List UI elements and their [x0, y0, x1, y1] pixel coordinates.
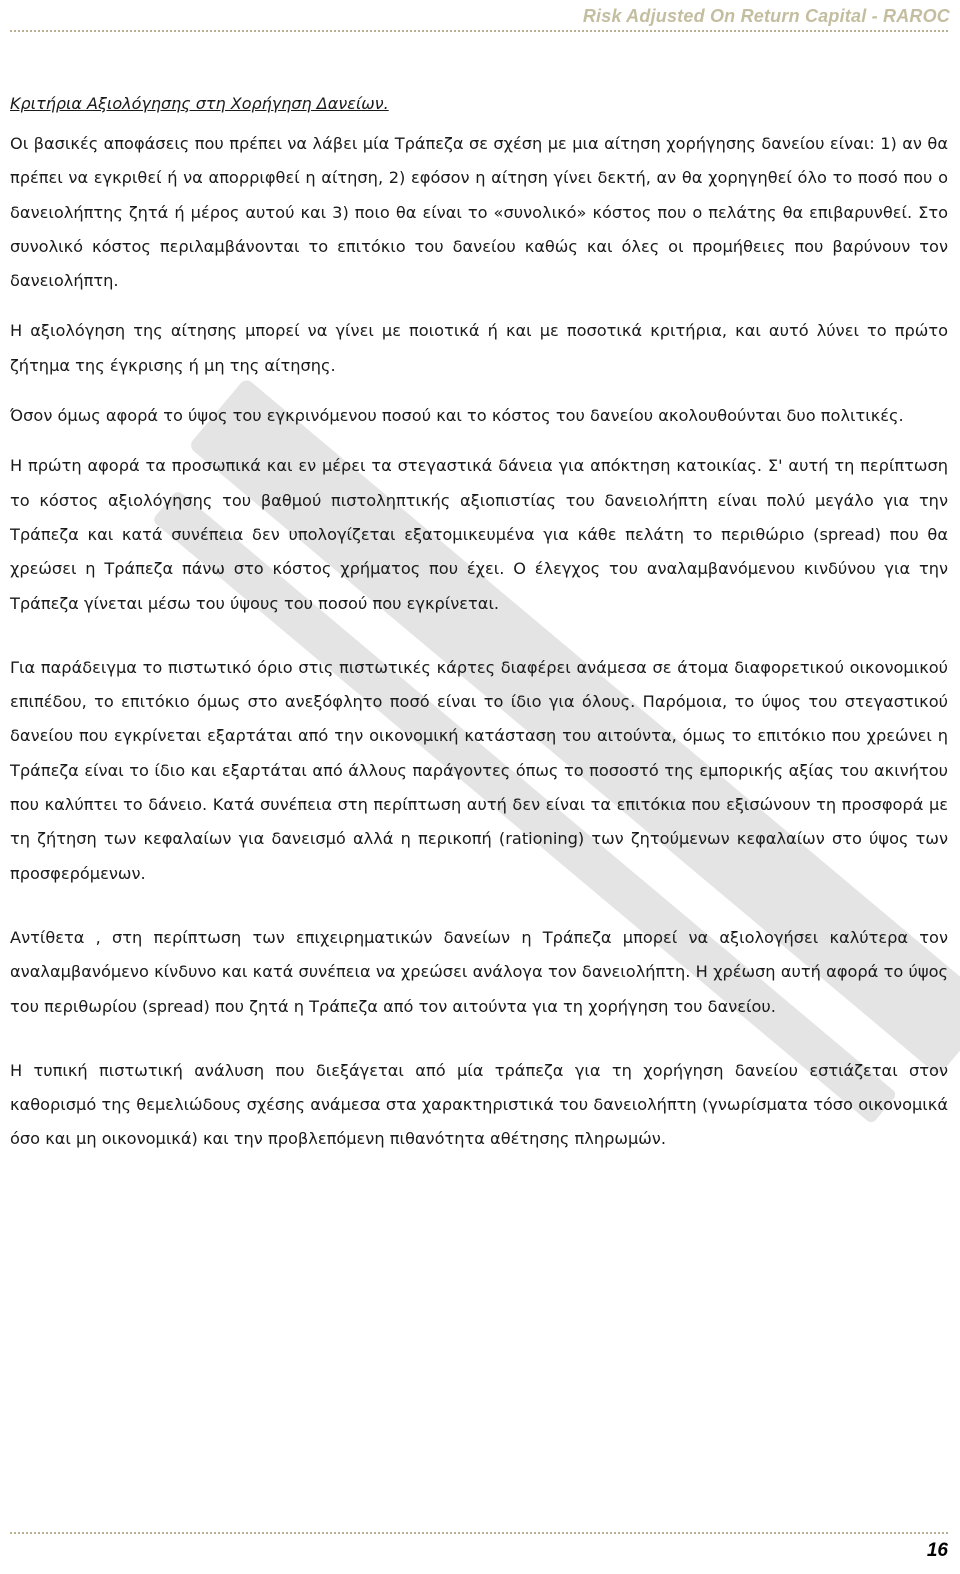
page-number: 16 [926, 1540, 948, 1561]
header-title: Risk Adjusted On Return Capital - RAROC [582, 6, 950, 26]
header-rule [10, 30, 948, 32]
paragraph-5: Για παράδειγμα το πιστωτικό όριο στις πιστωτικές κάρτες διαφέρει ανάμεσα σε άτομα διαφορετικού οικονομικού επιπέδου, το επιτόκιο όμως στο ανεξόφλητο ποσό είναι το ίδιο για όλους. Παρόμοια, το ύψος του στεγαστικού δανείου που εγκρίνεται εξαρτάται από την οικονομική κατάσταση του αιτούντα, όμως το επιτόκιο που χρεώνει η Τράπεζα είναι το ίδιο και εξαρτάται από άλλους παράγοντες όπως το ποσοστό της εμπορικής αξίας του ακινήτου που καλύπτει το δάνειο. Κατά συνέπεια στη περίπτωση αυτή δεν είναι τα επιτόκια που εξισώνουν τη προσφορά με τη ζήτηση των κεφαλαίων για δανεισμό αλλά η περικοπή (rationing) των ζητούμενων κεφαλαίων στο ύψος των προσφερόμενων. [10, 657, 948, 883]
page-header [0, 6, 950, 32]
paragraph-3: Όσον όμως αφορά το ύψος του εγκρινόμενου ποσού και το κόστος του δανείου ακολουθούνται δυο πολιτικές. [10, 406, 904, 426]
footer-rule [10, 1532, 948, 1534]
document-body [10, 92, 948, 1157]
paragraph-2: Η αξιολόγηση της αίτησης μπορεί να γίνει με ποιοτικά ή και με ποσοτικά κριτήρια, και αυτό λύνει το πρώτο ζήτημα της έγκρισης ή μη της αίτησης. [10, 321, 948, 375]
paragraph-7: Η τυπική πιστωτική ανάλυση που διεξάγεται από μία τράπεζα για τη χορήγηση δανείου εστιάζεται στον καθορισμό της θεμελιώδους σχέσης ανάμεσα στα χαρακτηριστικά του δανειολήπτη (γνωρίσματα τόσο οικονομικά όσο και μη οικονομικά) και την προβλεπόμενη πιθανότητα αθέτησης πληρωμών. [10, 1060, 948, 1149]
paragraph-1: Οι βασικές αποφάσεις που πρέπει να λάβει μία Τράπεζα σε σχέση με μια αίτηση χορήγησης δανείου είναι: 1) αν θα πρέπει να εγκριθεί ή να απορριφθεί η αίτηση, 2) εφόσον η αίτηση γίνει δεκτή, αν θα χορηγηθεί όλο το ποσό που ο δανειολήπτης ζητά ή μέρος αυτού και 3) ποιο θα είναι το «συνολικό» κόστος που ο πελάτης θα επιβαρυνθεί. Στο συνολικό κόστος περιλαμβάνονται το επιτόκιο του δανείου καθώς και όλες οι προμήθειες που βαρύνουν τον δανειολήπτη. [10, 134, 948, 291]
paragraph-6: Αντίθετα , στη περίπτωση των επιχειρηματικών δανείων η Τράπεζα μπορεί να αξιολογήσει καλύτερα τον αναλαμβανόμενο κίνδυνο και κατά συνέπεια να χρεώσει ανάλογα τον δανειολήπτη. Η χρέωση αυτή αφορά το ύψος του περιθωρίου (spread) που ζητά η Τράπεζα από τον αιτούντα για τη χορήγηση του δανείου. [10, 927, 948, 1016]
section-title: Κριτήρια Αξιολόγησης στη Χορήγηση Δανείων. [10, 94, 389, 113]
paragraph-4: Η πρώτη αφορά τα προσωπικά και εν μέρει τα στεγαστικά δάνεια για απόκτηση κατοικίας. Σ' αυτή τη περίπτωση το κόστος αξιολόγησης του βαθμού πιστοληπτικής αξιοπιστίας του δανειολήπτη είναι πολύ μεγάλο για την Τράπεζα και κατά συνέπεια δεν υπολογίζεται εξατομικευμένα για κάθε πελάτη το περιθώριο (spread) που θα χρεώσει η Τράπεζα πάνω στο κόστος χρήματος που έχει. Ο έλεγχος του αναλαμβανόμενου κινδύνου για την Τράπεζα γίνεται μέσω του ύψους του ποσού που εγκρίνεται. [10, 456, 948, 613]
